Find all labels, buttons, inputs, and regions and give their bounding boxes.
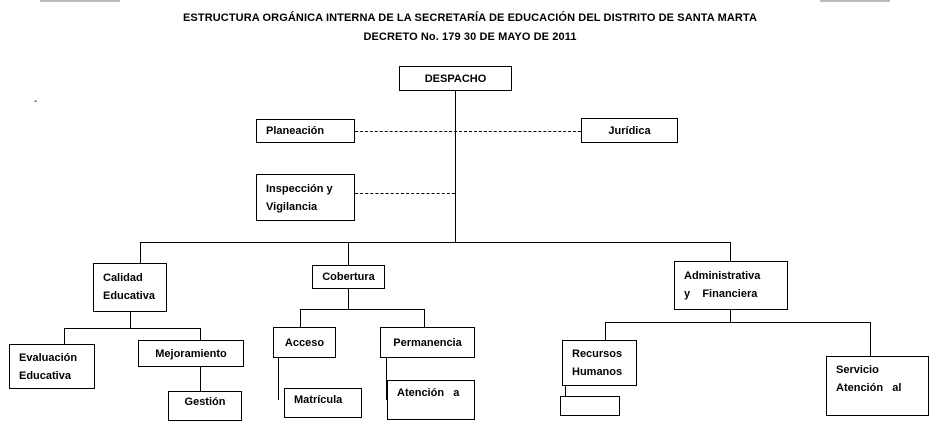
node-evaluacion-line1: Evaluación bbox=[19, 352, 78, 364]
node-calidad-line1: Calidad bbox=[103, 272, 143, 284]
node-juridica-label: Jurídica bbox=[608, 124, 651, 137]
node-permanencia-label: Permanencia bbox=[393, 336, 462, 349]
connector-calidad-down bbox=[130, 312, 131, 328]
node-despacho bbox=[399, 66, 512, 91]
node-servicio-line1: Servicio bbox=[836, 364, 879, 376]
node-servicio-atencion bbox=[826, 356, 929, 416]
node-acceso bbox=[273, 327, 336, 358]
node-acceso-label: Acceso bbox=[284, 336, 325, 349]
decree-subtitle: DECRETO No. 179 30 DE MAYO DE 2011 bbox=[363, 31, 577, 43]
connector-cobertura-down bbox=[348, 289, 349, 309]
node-evaluacion-educativa bbox=[9, 344, 95, 389]
node-matricula-label: Matrícula bbox=[294, 394, 343, 406]
connector-to-gestion bbox=[200, 367, 201, 391]
connector-acceso-down bbox=[278, 358, 279, 400]
connector-to-administrativa bbox=[730, 242, 731, 261]
connector-to-mejoramiento bbox=[200, 328, 201, 340]
node-cobertura bbox=[312, 265, 385, 289]
connector-to-permanencia bbox=[424, 309, 425, 327]
node-atencion-line1: Atención a bbox=[397, 387, 460, 399]
node-mejoramiento-label: Mejoramiento bbox=[155, 347, 227, 360]
connector-dashed-planeacion-juridica bbox=[355, 131, 581, 132]
node-servicio-line2: Atención al bbox=[836, 382, 902, 394]
connector-main-vertical bbox=[455, 90, 456, 242]
connector-administrativa-down bbox=[730, 310, 731, 322]
node-recursos-humanos bbox=[562, 340, 637, 386]
node-administrativa-line1: Administrativa bbox=[684, 270, 761, 282]
node-administrativa-financiera bbox=[674, 261, 788, 310]
node-inspeccion-vigilancia bbox=[256, 174, 355, 221]
connector-to-recursos bbox=[605, 322, 606, 340]
node-administrativa-line2: y Financiera bbox=[684, 288, 758, 300]
node-calidad-educativa bbox=[93, 263, 167, 312]
connector-administrativa-horizontal bbox=[605, 322, 870, 323]
stray-dash: - bbox=[34, 96, 38, 107]
node-despacho-label: DESPACHO bbox=[424, 72, 487, 85]
document-title: ESTRUCTURA ORGÁNICA INTERNA DE LA SECRETARÍA DE EDUCACIÓN DEL DISTRITO DE SANTA MARTA bbox=[183, 12, 757, 24]
connector-level2-horizontal bbox=[140, 242, 730, 243]
node-cobertura-label: Cobertura bbox=[322, 271, 375, 283]
node-recursos-line2: Humanos bbox=[572, 366, 623, 378]
node-planeacion bbox=[256, 119, 355, 143]
connector-to-evaluacion bbox=[64, 328, 65, 344]
node-matricula bbox=[284, 388, 362, 418]
node-recursos-child-partial bbox=[560, 396, 620, 416]
header-remnant-left bbox=[40, 0, 120, 2]
connector-to-cobertura bbox=[348, 242, 349, 265]
node-inspeccion-line2: Vigilancia bbox=[266, 201, 318, 213]
connector-cobertura-horizontal bbox=[300, 309, 424, 310]
node-evaluacion-line2: Educativa bbox=[19, 370, 71, 382]
node-mejoramiento bbox=[138, 340, 244, 367]
node-permanencia bbox=[380, 327, 475, 358]
connector-to-acceso bbox=[300, 309, 301, 327]
node-calidad-line2: Educativa bbox=[103, 290, 155, 302]
node-gestion bbox=[168, 391, 242, 421]
connector-to-servicio bbox=[870, 322, 871, 356]
connector-to-calidad bbox=[140, 242, 141, 263]
connector-dashed-inspeccion bbox=[355, 193, 455, 194]
connector-calidad-horizontal bbox=[64, 328, 200, 329]
header-remnant-right bbox=[820, 0, 890, 2]
node-atencion bbox=[387, 380, 475, 420]
node-juridica bbox=[581, 118, 678, 143]
node-gestion-label: Gestión bbox=[184, 396, 226, 408]
node-planeacion-label: Planeación bbox=[266, 125, 325, 137]
node-inspeccion-line1: Inspección y bbox=[266, 183, 333, 195]
node-recursos-line1: Recursos bbox=[572, 348, 623, 360]
